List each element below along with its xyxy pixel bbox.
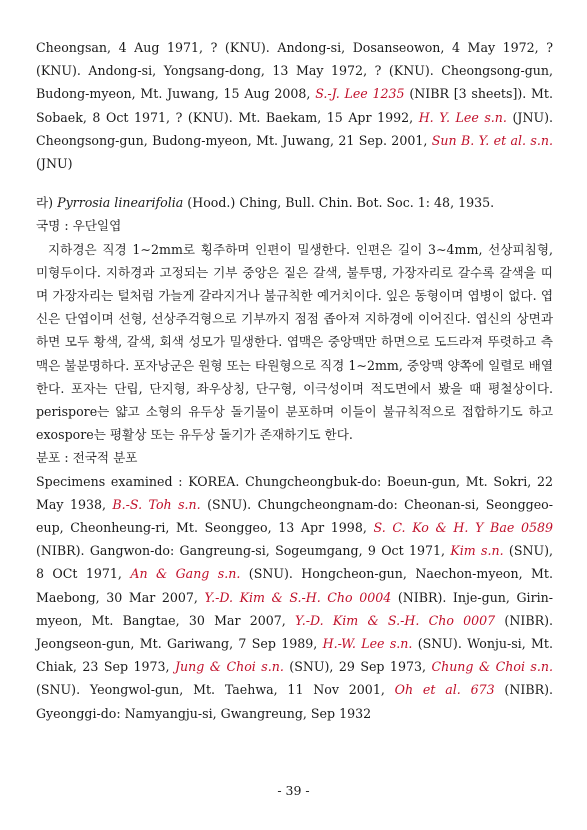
- specimen-text: (NIBR). Jeongseon-gun, Mt. Gariwang, 7 Sep 1989,: [36, 612, 553, 652]
- specimen-text: Cheongsan, 4 Aug 1971, ? (KNU). Andong-si, Dosanseowon, 4 May 1972, ? (KNU). Andong-si, Yongsang-dong, 13 May 1972, ? (KNU). Cheongsong-gun, Budong-myeon, Mt. Juwang, 15 Aug 2008,: [36, 40, 553, 102]
- collector-citation: Chung & Choi s.n.: [431, 659, 554, 675]
- species-prefix: 라): [36, 195, 58, 211]
- distribution: 분포 : 전국적 분포: [36, 450, 138, 466]
- species-description: 지하경은 직경 1∼2mm로 횡주하며 인편이 밀생한다. 인편은 길이 3∼4mm, 선상피침형, 미형두이다. 지하경과 고정되는 기부 중앙은 짙은 갈색, 불투명, 가장자리로 갈수록 갈색을 띠며 가장자리는 털처럼 가늘게 갈라지거나 불규칙한 예거치이다. 잎은 동형이며 엽병이 없다. 엽신은 단엽이며 선형, 선상주걱형으로 기부까지 점점 좁아져 지하경에 이어진다. 엽신의 상면과 하면 모두 황색, 갈색, 회색 성모가 밀생한다. 엽맥은 중앙맥만 하면으로 도드라져 뚜렷하고 측맥은 불분명하다. 포자낭군은 원형 또는 타원형으로 직경 1∼2mm, 중앙맥 양쪽에 일렬로 배열한다. 포자는 단립, 단지형, 좌우상칭, 단구형, 이극성이며 적도면에서 봤을 때 평철상이다. perispore는 얇고 소형의 유두상 돌기물이 분포하며 이들이 불규칙적으로 접합하기도 하고 exospore는 평활상 또는 유두상 돌기가 존재하기도 한다.: [36, 241, 553, 443]
- specimen-text: (SNU), 29 Sep 1973,: [283, 659, 432, 675]
- species-name: Pyrrosia linearifolia: [57, 195, 184, 211]
- collector-citation: B.-S. Toh s.n.: [112, 496, 201, 512]
- collector-citation: H. Y. Lee s.n.: [418, 109, 507, 125]
- species-author: (Hood.) Ching, Bull. Chin. Bot. Soc. 1: 48, 1935.: [183, 195, 495, 211]
- specimen-text: (SNU). Chungcheongnam-do: Cheonan-si, Seonggeo-eup, Cheonheung-ri, Mt. Seonggeo, 13 Apr 1998,: [36, 496, 553, 536]
- collector-citation: Oh et al. 673: [394, 682, 495, 698]
- specimen-text: (SNU). Wonju-si, Mt. Chiak, 23 Sep 1973,: [36, 636, 553, 675]
- specimen-text: (NIBR). Gangwon-do: Gangreung-si, Sogeumgang, 9 Oct 1971,: [36, 543, 451, 559]
- specimen-text: (SNU). Yeongwol-gun, Mt. Taehwa, 11 Nov 2001,: [36, 682, 395, 698]
- collector-citation: S. C. Ko & H. Y Bae 0589: [373, 520, 553, 536]
- page-number: - 39 -: [277, 783, 310, 798]
- specimen-text: (NIBR). Gyeonggi-do: Namyangju-si, Gwangreung, Sep 1932: [36, 682, 553, 721]
- collector-citation: S.-J. Lee 1235: [315, 86, 405, 102]
- specimens-examined: [36, 470, 553, 725]
- collector-citation: Kim s.n.: [450, 543, 504, 559]
- document-page: [36, 36, 553, 725]
- specimen-text: Specimens examined : KOREA. Chungcheongbuk-do: Boeun-gun, Mt. Sokri, 22 May 1938,: [36, 473, 553, 512]
- species-heading: [36, 191, 553, 214]
- korean-name: 국명 : 우단일엽: [36, 218, 122, 234]
- specimen-text: (NIBR). Inje-gun, Girin-myeon, Mt. Bangtae, 30 Mar 2007,: [36, 589, 553, 628]
- specimen-list-continued: [36, 36, 553, 175]
- specimen-text: (JNU). Cheongsong-gun, Budong-myeon, Mt. Juwang, 21 Sep. 2001,: [36, 109, 553, 148]
- specimen-text: (NIBR [3 sheets]). Mt. Sobaek, 8 Oct 1971, ? (KNU). Mt. Baekam, 15 Apr 1992,: [36, 86, 553, 125]
- specimen-text: (SNU), 8 OCt 1971,: [36, 543, 554, 582]
- collector-citation: Y.-D. Kim & S.-H. Cho 0007: [295, 612, 496, 628]
- collector-citation: An & Gang s.n.: [130, 566, 241, 582]
- collector-citation: Sun B. Y. et al. s.n.: [431, 132, 553, 148]
- specimen-text: (SNU). Hongcheon-gun, Naechon-myeon, Mt. Maebong, 30 Mar 2007,: [36, 566, 554, 605]
- collector-citation: Jung & Choi s.n.: [174, 659, 284, 675]
- specimen-text: (JNU): [36, 156, 73, 172]
- collector-citation: H.-W. Lee s.n.: [322, 636, 413, 652]
- collector-citation: Y.-D. Kim & S.-H. Cho 0004: [204, 589, 392, 605]
